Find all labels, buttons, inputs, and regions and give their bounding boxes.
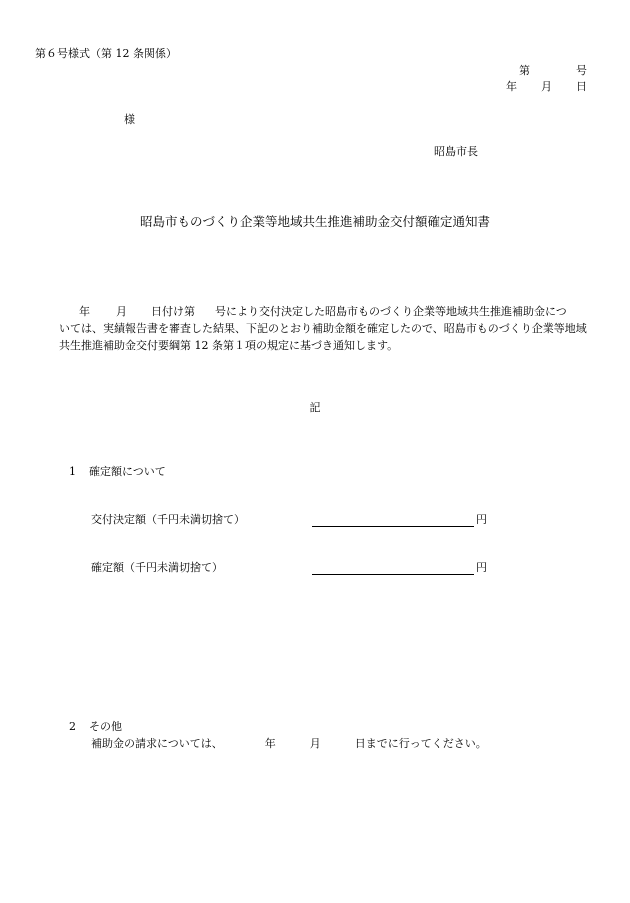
section-2-text (91, 737, 487, 751)
decided-amount-unit: 円 (476, 513, 487, 526)
section-1-title: 確定額について (89, 465, 166, 478)
document-number (519, 64, 587, 78)
body-line-1-rest: 号により交付決定した昭島市ものづくり企業等地域共生推進補助金につ (215, 305, 567, 318)
number-suffix: 号 (576, 64, 587, 77)
date-month: 月 (541, 80, 552, 93)
form-label: 第６号様式（第 12 条関係） (35, 47, 177, 60)
body-line-1 (59, 303, 604, 320)
section-2-heading (69, 720, 122, 734)
body-line-3: 共生推進補助金交付要綱第 12 条第１項の規定に基づき通知します。 (59, 339, 399, 352)
section-2-text-start: 補助金の請求については、 (91, 737, 223, 750)
decided-amount-label: 交付決定額（千円未満切捨て） (91, 513, 245, 526)
section-2-year: 年 (264, 737, 276, 750)
section-1-heading (69, 465, 166, 479)
decided-amount-field[interactable] (312, 512, 474, 527)
body-date: 日付け第 (151, 305, 195, 318)
section-2-title: その他 (89, 720, 122, 733)
body-year: 年 (79, 305, 90, 318)
section-2-text-end: 日までに行ってください。 (354, 737, 487, 750)
body-paragraph (59, 303, 604, 354)
body-line-2: いては、実績報告書を審査した結果、下記のとおり補助金額を確定したので、昭島市ものづくり企業等地域 (59, 322, 587, 335)
body-month: 月 (116, 305, 127, 318)
date-day: 日 (576, 80, 587, 93)
ki-heading: 記 (309, 401, 321, 414)
confirmed-amount-label: 確定額（千円未満切捨て） (91, 561, 223, 574)
document-date (506, 80, 587, 94)
date-year: 年 (506, 80, 517, 93)
document-title: 昭島市ものづくり企業等地域共生推進補助金交付額確定通知書 (139, 214, 490, 229)
section-2-month: 月 (309, 737, 321, 750)
sender: 昭島市長 (434, 145, 478, 158)
number-prefix: 第 (519, 64, 530, 77)
addressee: 様 (124, 113, 135, 126)
confirmed-amount-field[interactable] (312, 560, 474, 575)
section-2-number: 2 (69, 720, 76, 733)
confirmed-amount-unit: 円 (476, 561, 487, 574)
section-1-number: 1 (69, 465, 76, 478)
